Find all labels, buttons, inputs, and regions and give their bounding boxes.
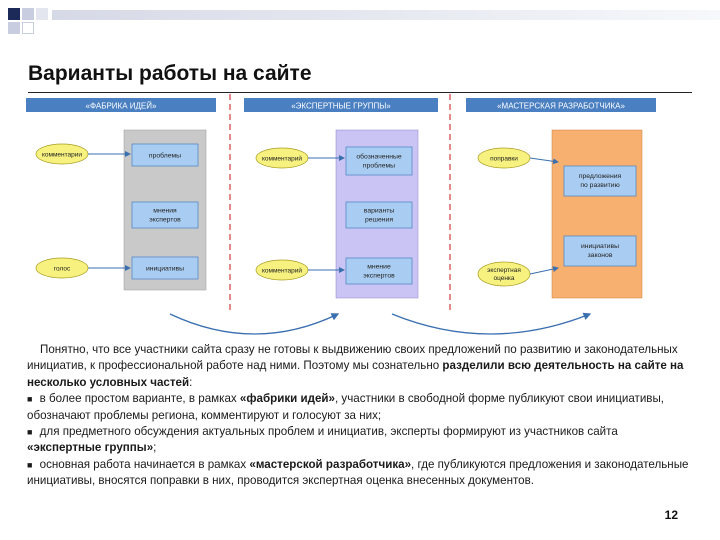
item-label: обозначенные	[356, 153, 402, 161]
item-label: мнения	[153, 207, 177, 215]
intro-paragraph: Понятно, что все участники сайта сразу не готовы к выдвижению своих предложений по развитию и законодательных инициатив, к профессиональной работе над ними. Поэтому мы сознательно разделили всю деятельность на сайте на несколько условных частей:	[27, 343, 684, 389]
list-item: ■ в более простом варианте, в рамках «фабрики идей», участники в свободной форме публикуют свои инициативы, обозначают проблемы региона, комментируют и голосуют за них;	[27, 392, 665, 422]
workflow-diagram	[20, 92, 700, 342]
item-label: законов	[587, 252, 613, 259]
item-box	[346, 202, 412, 228]
item-box	[564, 166, 636, 196]
bullet-icon: ■	[27, 427, 33, 438]
body-text	[27, 342, 695, 490]
input-label: экспертная	[487, 267, 521, 274]
bullet-icon: ■	[27, 459, 33, 470]
item-label: экспертов	[149, 216, 181, 224]
item-box	[132, 202, 198, 228]
list-item: ■ основная работа начинается в рамках «мастерской разработчика», где публикуются предложения и законодательные инициативы, вносятся поправки в них, проводится экспертная оценка внесенных документов.	[27, 457, 689, 488]
input-label: голос	[53, 265, 71, 273]
item-box	[564, 236, 636, 266]
item-label: решения	[364, 216, 394, 224]
page-number: 12	[664, 508, 678, 522]
item-label: по развитию	[580, 182, 620, 189]
input-oval	[478, 262, 530, 286]
corner-decoration	[0, 0, 720, 40]
column-box	[552, 130, 642, 298]
bullet-icon: ■	[27, 394, 33, 405]
input-label: комментарии	[41, 151, 83, 159]
item-label: проблемы	[362, 162, 396, 170]
flow-arc	[170, 314, 338, 334]
input-label: комментарий	[261, 267, 303, 275]
input-label: комментарий	[261, 155, 303, 163]
item-label: мнение	[367, 263, 391, 271]
item-label: варианты	[363, 207, 395, 215]
input-label: оценка	[493, 275, 515, 282]
item-label: проблемы	[148, 152, 182, 160]
item-label: экспертов	[363, 272, 395, 280]
item-box	[346, 258, 412, 284]
item-label: предложения	[578, 173, 622, 180]
item-label: инициативы	[580, 243, 620, 250]
section-header-label: «ЭКСПЕРТНЫЕ ГРУППЫ»	[291, 101, 391, 111]
item-label: инициативы	[145, 265, 185, 273]
slide-title: Варианты работы на сайте	[28, 62, 312, 85]
input-label: поправки	[490, 155, 518, 163]
list-item: ■ для предметного обсуждения актуальных проблем и инициатив, эксперты формируют из участников сайта «экспертные группы»;	[27, 425, 618, 455]
item-box	[346, 147, 412, 175]
section-header-label: «МАСТЕРСКАЯ РАЗРАБОТЧИКА»	[497, 101, 625, 111]
flow-arc	[392, 314, 590, 334]
section-header-label: «ФАБРИКА ИДЕЙ»	[85, 101, 157, 111]
